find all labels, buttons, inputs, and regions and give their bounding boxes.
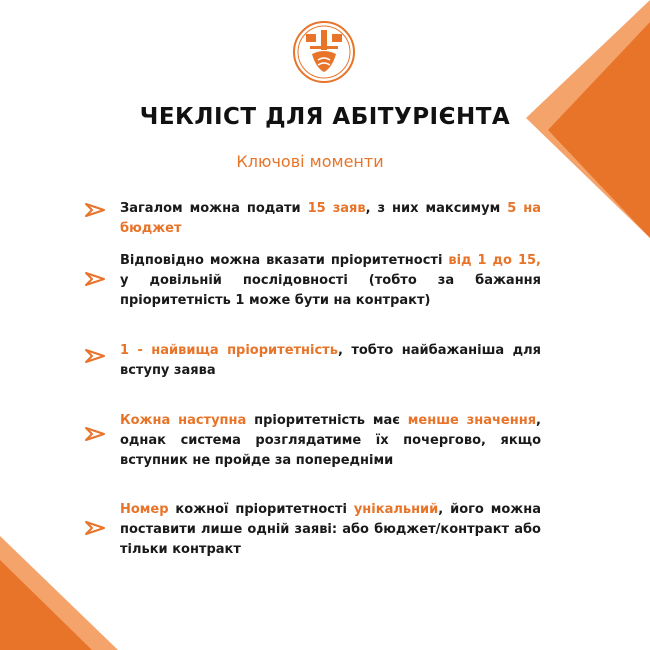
body-text: у довільній послідовності (тобто за бажання пріоритетність 1 може бути на контракт) bbox=[120, 273, 541, 308]
highlight-text: 1 - найвища пріоритетність bbox=[120, 343, 338, 358]
checklist-item-text bbox=[120, 500, 541, 560]
checklist-item-text bbox=[120, 341, 541, 381]
chevron-right-icon bbox=[84, 520, 106, 536]
highlight-text: унікальний bbox=[353, 502, 439, 517]
page-subtitle: Ключові моменти bbox=[236, 152, 384, 171]
body-text: , тобто найбажаніша для вступу заява bbox=[120, 343, 541, 378]
chevron-right-icon bbox=[84, 271, 106, 287]
body-text: , з них максимум bbox=[365, 201, 508, 216]
body-text: Загалом можна подати bbox=[120, 201, 308, 216]
checklist-item-text bbox=[120, 199, 541, 239]
highlight-text: 5 на бюджет bbox=[120, 201, 541, 236]
body-text: кожної пріоритетності bbox=[168, 502, 354, 517]
body-text: Відповідно можна вказати пріоритетності bbox=[120, 253, 449, 268]
highlight-text: Кожна наступна bbox=[120, 413, 247, 428]
highlight-text: Номер bbox=[120, 502, 169, 517]
university-logo-icon bbox=[292, 20, 356, 84]
checklist-item-text bbox=[120, 251, 541, 311]
chevron-right-icon bbox=[84, 202, 106, 218]
body-text: пріоритетність має bbox=[246, 413, 408, 428]
page-title: ЧЕКЛІСТ ДЛЯ АБІТУРІЄНТА bbox=[139, 104, 511, 130]
checklist-item-text bbox=[120, 411, 541, 471]
body-text: , його можна поставити лише одній заяві: або бюджет/контракт або тільки контракт bbox=[120, 502, 541, 557]
highlight-text: менше значення bbox=[407, 413, 537, 428]
body-text: , однак система розглядатиме їх почергово, якщо вступник не пройде за попередніми bbox=[120, 413, 541, 468]
highlight-text: від 1 до 15, bbox=[448, 253, 541, 268]
chevron-right-icon bbox=[84, 348, 106, 364]
chevron-right-icon bbox=[84, 426, 106, 442]
highlight-text: 15 заяв bbox=[307, 201, 366, 216]
